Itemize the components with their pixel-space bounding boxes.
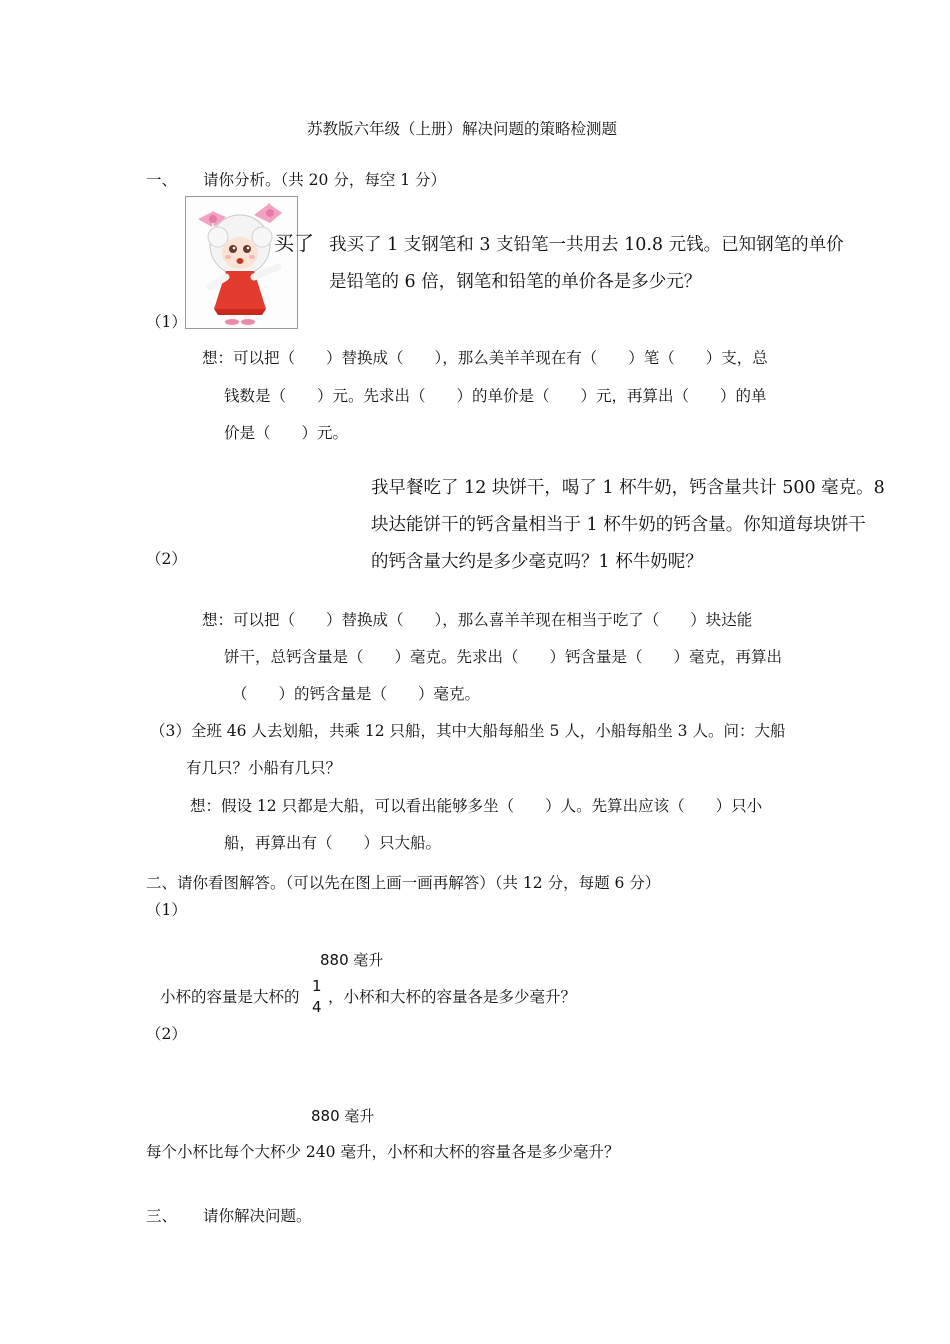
section2-heading: 二、请你看图解答。（可以先在图上画一画再解答）（共 12 分，每题 6 分） xyxy=(146,874,661,892)
cartoon-sheep-illustration xyxy=(185,196,298,329)
section3-number: 三、 xyxy=(146,1207,178,1225)
q2-text-line3: 的钙含量大约是多少毫克吗？1 杯牛奶呢？ xyxy=(371,552,703,572)
section3-heading: 请你解决问题。 xyxy=(203,1207,312,1225)
fraction-numerator: 1 xyxy=(312,977,322,995)
q3-think-line2: 船，再算出有（ ）只大船。 xyxy=(224,834,442,852)
q3-line2: 有几只？小船有几只？ xyxy=(186,759,342,777)
s2-q1-volume: 880 毫升 xyxy=(320,951,384,969)
s2-q1-text-before: 小杯的容量是大杯的 xyxy=(160,988,300,1006)
s2-q2-label: （2） xyxy=(146,1025,187,1043)
q1-text-line1: 我买了 1 支钢笔和 3 支铅笔一共用去 10.8 元钱。已知钢笔的单价 xyxy=(329,235,844,255)
q2-think-line3: （ ）的钙含量是（ ）毫克。 xyxy=(232,685,481,703)
q1-think-line1: 想：可以把（ ）替换成（ ），那么美羊羊现在有（ ）笔（ ）支，总 xyxy=(202,349,768,367)
q2-think-line1: 想：可以把（ ）替换成（ ），那么喜羊羊现在相当于吃了（ ）块达能 xyxy=(202,611,753,629)
page-title: 苏教版六年级（上册）解决问题的策略检测题 xyxy=(307,120,618,138)
sheep-icon xyxy=(186,197,297,328)
section1-heading: 请你分析。（共 20 分，每空 1 分） xyxy=(203,171,447,189)
speech-bubble-text: 买了 xyxy=(274,231,314,255)
q2-label: （2） xyxy=(146,550,187,568)
section1-number: 一、 xyxy=(146,171,178,189)
q3-think-line1: 想：假设 12 只都是大船，可以看出能够多坐（ ）人。先算出应该（ ）只小 xyxy=(190,797,763,815)
q1-text-line2: 是铅笔的 6 倍，钢笔和铅笔的单价各是多少元？ xyxy=(329,272,702,292)
q1-think-line3: 价是（ ）元。 xyxy=(224,424,349,442)
q2-text-line1: 我早餐吃了 12 块饼干，喝了 1 杯牛奶，钙含量共计 500 毫克。8 xyxy=(371,478,885,498)
q2-think-line2: 饼干，总钙含量是（ ）毫克。先求出（ ）钙含量是（ ）毫克，再算出 xyxy=(224,648,783,666)
s2-q2-volume: 880 毫升 xyxy=(311,1107,375,1125)
s2-q1-text-after: ，小杯和大杯的容量各是多少毫升？ xyxy=(328,988,577,1006)
s2-q2-text: 每个小杯比每个大杯少 240 毫升，小杯和大杯的容量各是多少毫升？ xyxy=(146,1143,620,1161)
q1-label: （1） xyxy=(146,313,187,331)
q3-line1: （3）全班 46 人去划船，共乘 12 只船，其中大船每船坐 5 人，小船每船坐 3 人。问：大船 xyxy=(150,722,786,740)
q2-text-line2: 块达能饼干的钙含量相当于 1 杯牛奶的钙含量。你知道每块饼干 xyxy=(371,515,866,535)
q1-think-line2: 钱数是（ ）元。先求出（ ）的单价是（ ）元，再算出（ ）的单 xyxy=(224,387,767,405)
s2-q1-label: （1） xyxy=(146,901,187,919)
fraction-denominator: 4 xyxy=(312,998,322,1016)
